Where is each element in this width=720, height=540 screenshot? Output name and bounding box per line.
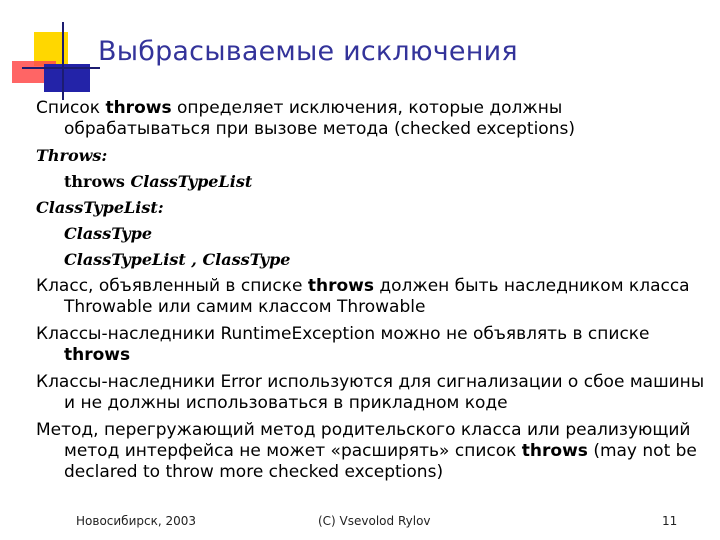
paragraph-runtime-exception: Классы-наследники RuntimeException можно не объявлять в списке throws — [36, 324, 650, 365]
footer-location: Новосибирск, 2003 — [76, 514, 197, 528]
keyword-throws: throws — [521, 441, 588, 461]
paragraph-error: Классы-наследники Error используются для сигнализации о сбое машины и не должны использоваться в прикладном коде — [36, 372, 705, 413]
paragraph-throwable: Класс, объявленный в списке throws должен быть наследником класса Throwable или самим классом Throwable — [36, 276, 690, 317]
grammar-throws-rule: throws ClassTypeList — [64, 172, 253, 191]
grammar-classtypelist-label: ClassTypeList: — [36, 198, 164, 217]
keyword-throws: throws — [307, 276, 374, 296]
logo-horizontal-line — [22, 67, 100, 69]
logo-vertical-line — [62, 22, 64, 100]
grammar-classtype-rule: ClassType — [64, 224, 153, 243]
grammar-classtypelist-rule: ClassTypeList , ClassType — [64, 250, 291, 269]
slide-title: Выбрасываемые исключения — [98, 36, 518, 67]
slide-content — [36, 98, 706, 489]
slide-logo-decoration — [0, 0, 100, 100]
keyword-throws: throws — [105, 98, 172, 118]
paragraph-throws-list: Список throws определяет исключения, которые должны обрабатываться при вызове метода (checked exceptions) — [36, 98, 575, 139]
grammar-throws-label: Throws: — [36, 146, 108, 165]
paragraph-override: Метод, перегружающий метод родительского класса или реализующий метод интерфейса не может «расширять» список throws (may not be declared to throw more checked exceptions) — [36, 420, 697, 482]
footer-page-number: 11 — [662, 514, 678, 528]
keyword-throws: throws — [64, 345, 131, 365]
footer-copyright: (C) Vsevolod Rylov — [318, 514, 431, 528]
